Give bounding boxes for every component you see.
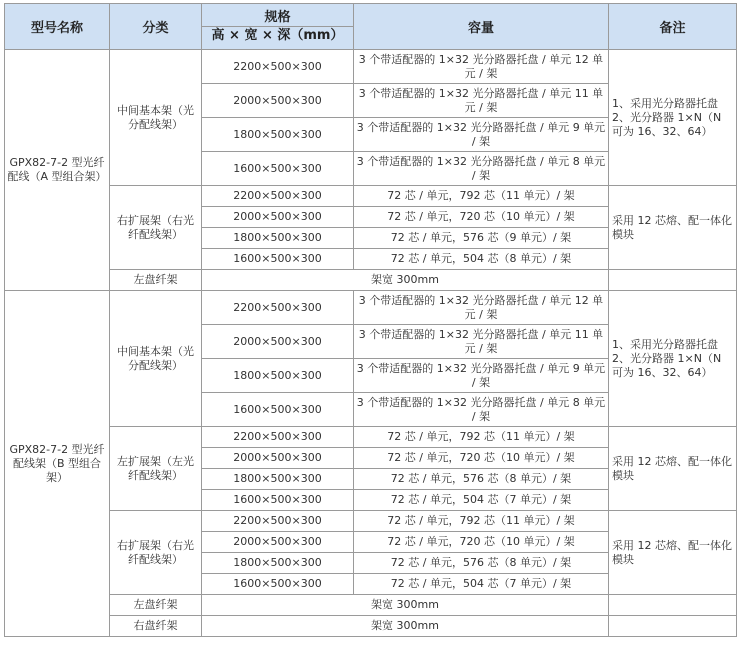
capacity-cell: 72 芯 / 单元，720 芯（10 单元）/ 架 xyxy=(354,207,609,228)
header-capacity: 容量 xyxy=(354,4,609,50)
spec-cell: 2200×500×300 xyxy=(202,186,354,207)
category-cell: 左盘纤架 xyxy=(110,595,202,616)
header-model: 型号名称 xyxy=(5,4,110,50)
spec-cell: 1600×500×300 xyxy=(202,152,354,186)
spec-cell: 1600×500×300 xyxy=(202,490,354,511)
capacity-cell: 72 芯 / 单元，792 芯（11 单元）/ 架 xyxy=(354,511,609,532)
header-spec-subtitle: 高 × 宽 × 深（mm） xyxy=(201,26,354,44)
spec-cell: 2000×500×300 xyxy=(202,84,354,118)
spec-cell: 2200×500×300 xyxy=(202,50,354,84)
header-category: 分类 xyxy=(110,4,202,50)
width-cell: 架宽 300mm xyxy=(202,595,609,616)
spec-cell: 1800×500×300 xyxy=(202,553,354,574)
spec-cell: 2200×500×300 xyxy=(202,427,354,448)
category-cell: 中间基本架（光分配线架） xyxy=(110,291,202,427)
capacity-cell: 72 芯 / 单元，720 芯（10 单元）/ 架 xyxy=(354,448,609,469)
spec-cell: 2000×500×300 xyxy=(202,207,354,228)
model-cell: GPX82-7-2 型光纤配线架（B 型组合架） xyxy=(5,291,110,637)
table-body xyxy=(5,50,737,637)
capacity-cell: 72 芯 / 单元，504 芯（8 单元）/ 架 xyxy=(354,249,609,270)
spec-cell: 1800×500×300 xyxy=(202,118,354,152)
table-row xyxy=(5,616,737,637)
note-cell: 1、采用光分路器托盘 2、光分路器 1×N（N 可为 16、32、64） xyxy=(609,291,737,427)
spec-cell: 2000×500×300 xyxy=(202,448,354,469)
header-note: 备注 xyxy=(609,4,737,50)
note-cell: 采用 12 芯熔、配一体化模块 xyxy=(609,511,737,595)
capacity-cell: 3 个带适配器的 1×32 光分路器托盘 / 单元 8 单元 / 架 xyxy=(354,393,609,427)
capacity-cell: 72 芯 / 单元，576 芯（9 单元）/ 架 xyxy=(354,228,609,249)
capacity-cell: 3 个带适配器的 1×32 光分路器托盘 / 单元 8 单元 / 架 xyxy=(354,152,609,186)
capacity-cell: 3 个带适配器的 1×32 光分路器托盘 / 单元 12 单元 / 架 xyxy=(354,291,609,325)
category-cell: 左盘纤架 xyxy=(110,270,202,291)
capacity-cell: 3 个带适配器的 1×32 光分路器托盘 / 单元 9 单元 / 架 xyxy=(354,118,609,152)
table-row xyxy=(5,511,737,532)
table-row xyxy=(5,186,737,207)
table-row xyxy=(5,291,737,325)
spec-cell: 2000×500×300 xyxy=(202,325,354,359)
capacity-cell: 3 个带适配器的 1×32 光分路器托盘 / 单元 11 单元 / 架 xyxy=(354,84,609,118)
note-cell: 1、采用光分路器托盘 2、光分路器 1×N（N 可为 16、32、64） xyxy=(609,50,737,186)
capacity-cell: 3 个带适配器的 1×32 光分路器托盘 / 单元 9 单元 / 架 xyxy=(354,359,609,393)
category-cell: 右扩展架（右光纤配线架） xyxy=(110,186,202,270)
capacity-cell: 72 芯 / 单元，504 芯（7 单元）/ 架 xyxy=(354,490,609,511)
spec-cell: 1800×500×300 xyxy=(202,469,354,490)
capacity-cell: 3 个带适配器的 1×32 光分路器托盘 / 单元 12 单元 / 架 xyxy=(354,50,609,84)
spec-cell: 1600×500×300 xyxy=(202,393,354,427)
empty-note-cell xyxy=(609,270,737,291)
width-cell: 架宽 300mm xyxy=(202,616,609,637)
capacity-cell: 72 芯 / 单元，504 芯（7 单元）/ 架 xyxy=(354,574,609,595)
header-spec xyxy=(202,4,354,50)
spec-cell: 2200×500×300 xyxy=(202,291,354,325)
spec-cell: 1800×500×300 xyxy=(202,359,354,393)
table-row xyxy=(5,270,737,291)
table-row xyxy=(5,50,737,84)
category-cell: 右扩展架（右光纤配线架） xyxy=(110,511,202,595)
width-cell: 架宽 300mm xyxy=(202,270,609,291)
model-cell: GPX82-7-2 型光纤配线（A 型组合架） xyxy=(5,50,110,291)
capacity-cell: 3 个带适配器的 1×32 光分路器托盘 / 单元 11 单元 / 架 xyxy=(354,325,609,359)
table-row xyxy=(5,427,737,448)
table-row xyxy=(5,595,737,616)
category-cell: 右盘纤架 xyxy=(110,616,202,637)
spec-cell: 2000×500×300 xyxy=(202,532,354,553)
header-row xyxy=(5,4,737,50)
capacity-cell: 72 芯 / 单元，720 芯（10 单元）/ 架 xyxy=(354,532,609,553)
header-spec-title: 规格 xyxy=(264,10,291,25)
empty-note-cell xyxy=(609,616,737,637)
note-cell: 采用 12 芯熔、配一体化模块 xyxy=(609,427,737,511)
capacity-cell: 72 芯 / 单元，576 芯（8 单元）/ 架 xyxy=(354,553,609,574)
spec-table xyxy=(4,3,737,637)
capacity-cell: 72 芯 / 单元，576 芯（8 单元）/ 架 xyxy=(354,469,609,490)
spec-cell: 1800×500×300 xyxy=(202,228,354,249)
spec-cell: 1600×500×300 xyxy=(202,574,354,595)
spec-cell: 2200×500×300 xyxy=(202,511,354,532)
category-cell: 左扩展架（左光纤配线架） xyxy=(110,427,202,511)
spec-cell: 1600×500×300 xyxy=(202,249,354,270)
note-cell: 采用 12 芯熔、配一体化模块 xyxy=(609,186,737,270)
category-cell: 中间基本架（光分配线架） xyxy=(110,50,202,186)
empty-note-cell xyxy=(609,595,737,616)
capacity-cell: 72 芯 / 单元，792 芯（11 单元）/ 架 xyxy=(354,186,609,207)
capacity-cell: 72 芯 / 单元，792 芯（11 单元）/ 架 xyxy=(354,427,609,448)
